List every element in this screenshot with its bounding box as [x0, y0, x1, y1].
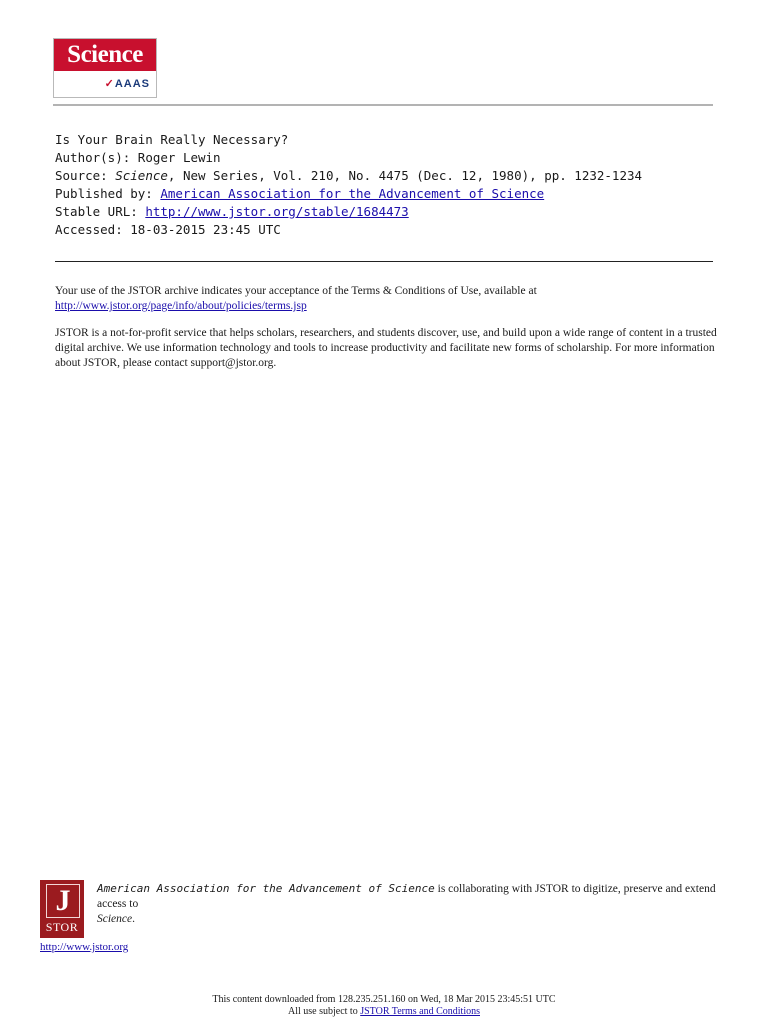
- terms-notice: [55, 284, 735, 383]
- jstor-terms-link[interactable]: JSTOR Terms and Conditions: [360, 1006, 480, 1017]
- aaas-logo-text: ✓AAAS: [104, 78, 150, 90]
- jstor-logo-j: J: [46, 884, 80, 918]
- download-notice: [0, 994, 768, 1018]
- article-title: Is Your Brain Really Necessary?: [55, 132, 289, 147]
- terms-paragraph: Your use of the JSTOR archive indicates your acceptance of the Terms & Conditions of Use, available at http://www.jstor.org/page/info/about/policies/terms.jsp: [55, 285, 537, 312]
- source-line: Source: Science, New Series, Vol. 210, No. 4475 (Dec. 12, 1980), pp. 1232-1234: [55, 168, 643, 183]
- stable-url-link[interactable]: http://www.jstor.org/stable/1684473: [145, 204, 409, 219]
- science-aaas-logo: [53, 38, 157, 98]
- section-divider: [55, 261, 713, 262]
- jstor-logo-stor: STOR: [45, 920, 79, 934]
- top-divider: [53, 104, 713, 106]
- publisher-line: Published by: American Association for the Advancement of Science: [55, 186, 545, 201]
- jstor-logo: [40, 880, 84, 938]
- publisher-link[interactable]: American Association for the Advancement of Science: [160, 186, 545, 201]
- accessed-line: Accessed: 18-03-2015 23:45 UTC: [55, 222, 281, 237]
- stable-url-line: Stable URL: http://www.jstor.org/stable/1684473: [55, 204, 409, 219]
- citation-block: [55, 131, 642, 239]
- science-logo-word: Science: [54, 39, 156, 71]
- subject-line: All use subject to JSTOR Terms and Conditions: [288, 1006, 480, 1017]
- jstor-home-link[interactable]: http://www.jstor.org: [40, 941, 129, 953]
- terms-link[interactable]: http://www.jstor.org/page/info/about/policies/terms.jsp: [55, 300, 307, 312]
- collaboration-notice: American Association for the Advancement of Science is collaborating with JSTOR to digitize, preserve and extend access to Science.: [97, 882, 716, 925]
- author-line: Author(s): Roger Lewin: [55, 150, 221, 165]
- jstor-info-paragraph: JSTOR is a not-for-profit service that helps scholars, researchers, and students discover, use, and build upon a wide range of content in a trusted digital archive. We use information technology and tools to increase productivity and facilitate new forms of scholarship. For more information about JSTOR, please contact support@jstor.org.: [55, 327, 717, 369]
- download-line: This content downloaded from 128.235.251.160 on Wed, 18 Mar 2015 23:45:51 UTC: [212, 994, 556, 1005]
